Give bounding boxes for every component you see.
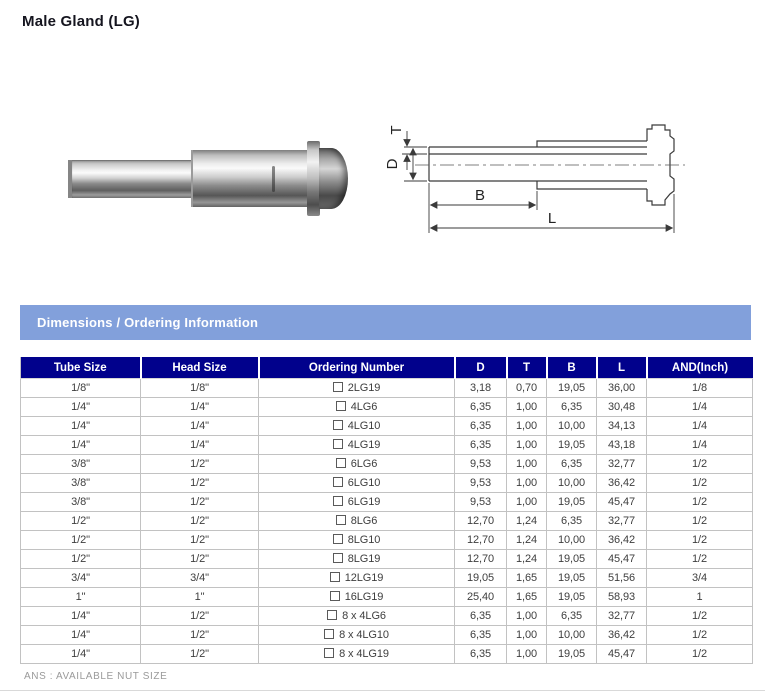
column-header: L: [597, 357, 647, 379]
and-cell: 1/2: [647, 455, 753, 474]
column-header: B: [547, 357, 597, 379]
page-title: Male Gland (LG): [22, 13, 141, 30]
head-cell: 1/2": [141, 512, 259, 531]
and-cell: 1/2: [647, 607, 753, 626]
b-cell: 10,00: [547, 626, 597, 645]
column-header: Ordering Number: [259, 357, 455, 379]
order-checkbox-icon: [333, 382, 343, 392]
head-cell: 1/4": [141, 436, 259, 455]
order-cell: 6LG19: [259, 493, 455, 512]
t-cell: 1,00: [507, 607, 547, 626]
table-row: [21, 645, 753, 664]
t-cell: 1,00: [507, 398, 547, 417]
order-checkbox-icon: [333, 420, 343, 430]
order-checkbox-icon: [336, 401, 346, 411]
tube-cell: 1/4": [21, 417, 141, 436]
l-cell: 30,48: [597, 398, 647, 417]
t-cell: 1,24: [507, 550, 547, 569]
l-cell: 45,47: [597, 645, 647, 664]
d-cell: 19,05: [455, 569, 507, 588]
dim-label-d: D: [384, 158, 401, 170]
l-cell: 43,18: [597, 436, 647, 455]
tube-cell: 1/2": [21, 531, 141, 550]
tube-cell: 3/8": [21, 474, 141, 493]
and-cell: 1/8: [647, 379, 753, 398]
table-row: [21, 474, 753, 493]
l-cell: 51,56: [597, 569, 647, 588]
d-cell: 6,35: [455, 607, 507, 626]
head-cell: 3/4": [141, 569, 259, 588]
b-cell: 19,05: [547, 493, 597, 512]
head-cell: 1/2": [141, 474, 259, 493]
d-cell: 12,70: [455, 531, 507, 550]
t-cell: 1,00: [507, 436, 547, 455]
head-cell: 1/2": [141, 607, 259, 626]
head-cell: 1": [141, 588, 259, 607]
t-cell: 1,24: [507, 512, 547, 531]
order-cell: 6LG10: [259, 474, 455, 493]
column-header: D: [455, 357, 507, 379]
b-cell: 6,35: [547, 398, 597, 417]
l-cell: 36,42: [597, 626, 647, 645]
head-cell: 1/2": [141, 455, 259, 474]
column-header: Head Size: [141, 357, 259, 379]
column-header: Tube Size: [21, 357, 141, 379]
and-cell: 1: [647, 588, 753, 607]
t-cell: 1,00: [507, 474, 547, 493]
order-cell: 16LG19: [259, 588, 455, 607]
head-cell: 1/2": [141, 493, 259, 512]
d-cell: 25,40: [455, 588, 507, 607]
technical-drawing: [380, 108, 710, 240]
b-cell: 19,05: [547, 588, 597, 607]
order-checkbox-icon: [336, 515, 346, 525]
and-cell: 1/4: [647, 398, 753, 417]
table-row: [21, 512, 753, 531]
d-cell: 9,53: [455, 455, 507, 474]
tube-cell: 1/2": [21, 550, 141, 569]
d-cell: 6,35: [455, 436, 507, 455]
and-cell: 1/2: [647, 493, 753, 512]
b-cell: 19,05: [547, 379, 597, 398]
t-cell: 1,00: [507, 626, 547, 645]
table-row: [21, 626, 753, 645]
dim-label-b: B: [474, 187, 486, 204]
head-cell: 1/2": [141, 550, 259, 569]
order-checkbox-icon: [327, 610, 337, 620]
d-cell: 6,35: [455, 417, 507, 436]
order-cell: 2LG19: [259, 379, 455, 398]
tube-cell: 1/4": [21, 626, 141, 645]
and-cell: 1/2: [647, 645, 753, 664]
tube-cell: 3/4": [21, 569, 141, 588]
d-cell: 6,35: [455, 626, 507, 645]
photo-tube-section: [68, 160, 195, 198]
t-cell: 1,65: [507, 588, 547, 607]
order-cell: 4LG10: [259, 417, 455, 436]
b-cell: 19,05: [547, 569, 597, 588]
column-header: T: [507, 357, 547, 379]
tube-cell: 1/2": [21, 512, 141, 531]
order-cell: 8 x 4LG19: [259, 645, 455, 664]
and-cell: 1/2: [647, 531, 753, 550]
head-cell: 1/4": [141, 417, 259, 436]
order-checkbox-icon: [333, 496, 343, 506]
b-cell: 19,05: [547, 550, 597, 569]
l-cell: 32,77: [597, 512, 647, 531]
and-cell: 1/2: [647, 474, 753, 493]
l-cell: 36,42: [597, 531, 647, 550]
b-cell: 6,35: [547, 512, 597, 531]
b-cell: 19,05: [547, 436, 597, 455]
b-cell: 10,00: [547, 417, 597, 436]
photo-body-section: [191, 150, 309, 207]
table-row: [21, 398, 753, 417]
order-cell: 8LG10: [259, 531, 455, 550]
table-row: [21, 607, 753, 626]
head-cell: 1/2": [141, 531, 259, 550]
order-cell: 6LG6: [259, 455, 455, 474]
photo-engraving-mark: [272, 166, 275, 192]
dim-label-l: L: [547, 210, 557, 227]
head-cell: 1/2": [141, 626, 259, 645]
t-cell: 1,00: [507, 493, 547, 512]
order-cell: 8 x 4LG6: [259, 607, 455, 626]
l-cell: 34,13: [597, 417, 647, 436]
t-cell: 1,00: [507, 417, 547, 436]
and-cell: 1/4: [647, 436, 753, 455]
order-cell: 12LG19: [259, 569, 455, 588]
tube-cell: 3/8": [21, 493, 141, 512]
head-cell: 1/2": [141, 645, 259, 664]
order-checkbox-icon: [330, 572, 340, 582]
b-cell: 10,00: [547, 531, 597, 550]
table-row: [21, 588, 753, 607]
t-cell: 1,24: [507, 531, 547, 550]
order-checkbox-icon: [333, 439, 343, 449]
table-row: [21, 417, 753, 436]
l-cell: 32,77: [597, 455, 647, 474]
order-checkbox-icon: [324, 629, 334, 639]
l-cell: 45,47: [597, 550, 647, 569]
d-cell: 3,18: [455, 379, 507, 398]
order-cell: 8LG19: [259, 550, 455, 569]
order-cell: 4LG19: [259, 436, 455, 455]
l-cell: 36,42: [597, 474, 647, 493]
dimension-lines: [402, 131, 674, 233]
b-cell: 6,35: [547, 455, 597, 474]
order-checkbox-icon: [333, 534, 343, 544]
order-cell: 8 x 4LG10: [259, 626, 455, 645]
tube-cell: 1/8": [21, 379, 141, 398]
head-cell: 1/4": [141, 398, 259, 417]
table-row: [21, 531, 753, 550]
table-row: [21, 455, 753, 474]
b-cell: 10,00: [547, 474, 597, 493]
bottom-divider: [0, 690, 765, 691]
d-cell: 9,53: [455, 474, 507, 493]
b-cell: 19,05: [547, 645, 597, 664]
d-cell: 6,35: [455, 398, 507, 417]
t-cell: 1,00: [507, 645, 547, 664]
order-checkbox-icon: [333, 553, 343, 563]
tube-cell: 1/4": [21, 436, 141, 455]
order-cell: 8LG6: [259, 512, 455, 531]
order-checkbox-icon: [333, 477, 343, 487]
t-cell: 1,00: [507, 455, 547, 474]
table-row: [21, 379, 753, 398]
section-header-bar: Dimensions / Ordering Information: [20, 305, 751, 340]
dimensions-table: [20, 357, 753, 664]
column-header: AND(Inch): [647, 357, 753, 379]
l-cell: 45,47: [597, 493, 647, 512]
t-cell: 1,65: [507, 569, 547, 588]
d-cell: 6,35: [455, 645, 507, 664]
order-checkbox-icon: [336, 458, 346, 468]
order-cell: 4LG6: [259, 398, 455, 417]
l-cell: 32,77: [597, 607, 647, 626]
and-cell: 1/2: [647, 512, 753, 531]
t-cell: 0,70: [507, 379, 547, 398]
footnote: ANS : AVAILABLE NUT SIZE: [24, 671, 168, 682]
table-row: [21, 493, 753, 512]
table-header: [21, 357, 753, 379]
tube-cell: 3/8": [21, 455, 141, 474]
table-row: [21, 436, 753, 455]
dim-label-t: T: [388, 125, 405, 135]
d-cell: 12,70: [455, 512, 507, 531]
table-row: [21, 550, 753, 569]
head-cell: 1/8": [141, 379, 259, 398]
l-cell: 36,00: [597, 379, 647, 398]
l-cell: 58,93: [597, 588, 647, 607]
d-cell: 12,70: [455, 550, 507, 569]
order-checkbox-icon: [324, 648, 334, 658]
tube-cell: 1": [21, 588, 141, 607]
table-row: [21, 569, 753, 588]
and-cell: 3/4: [647, 569, 753, 588]
and-cell: 1/2: [647, 550, 753, 569]
tube-cell: 1/4": [21, 398, 141, 417]
table-body: [21, 379, 753, 664]
and-cell: 1/2: [647, 626, 753, 645]
d-cell: 9,53: [455, 493, 507, 512]
photo-end-dome: [319, 148, 348, 209]
tube-cell: 1/4": [21, 607, 141, 626]
and-cell: 1/4: [647, 417, 753, 436]
b-cell: 6,35: [547, 607, 597, 626]
order-checkbox-icon: [330, 591, 340, 601]
product-photo: [66, 124, 356, 226]
tube-cell: 1/4": [21, 645, 141, 664]
